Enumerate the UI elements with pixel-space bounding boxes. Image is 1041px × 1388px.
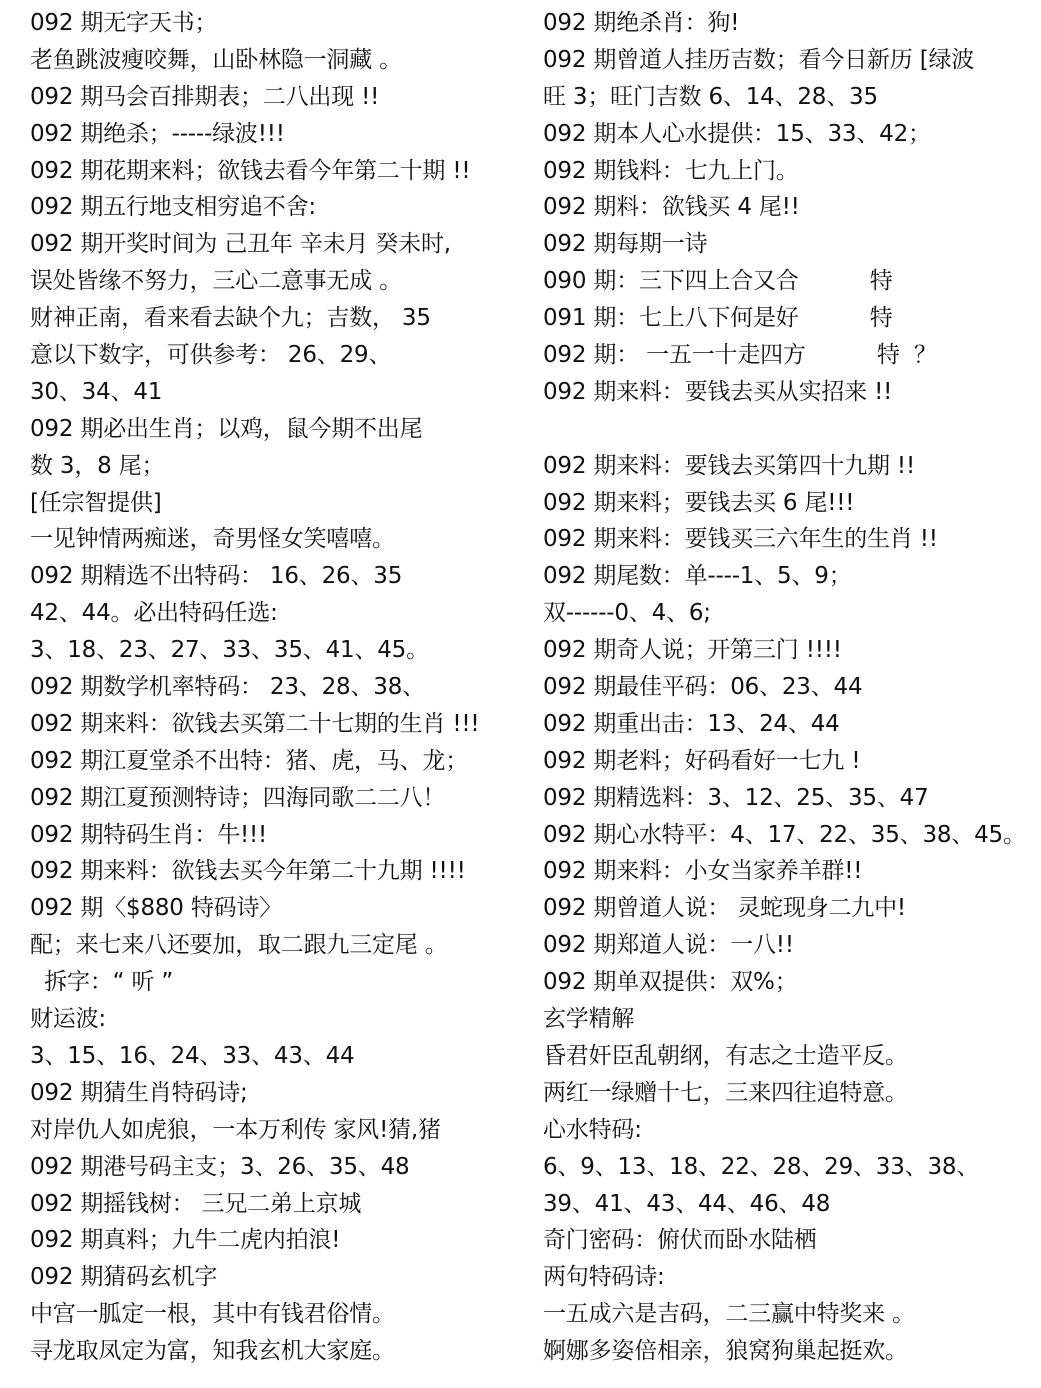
left-column-line: 3、18、23、27、33、35、41、45。: [30, 637, 429, 664]
left-column-line: 配；来七来八还要加，取二跟九三定尾 。: [30, 932, 448, 959]
left-column-line: 092 期特码生肖：牛!!!: [30, 821, 268, 848]
right-column-line: 092 期老料；好码看好一七九 !: [543, 747, 861, 774]
right-column-line: 092 期最佳平码：06、23、44: [543, 674, 863, 701]
right-column-line: 092 期心水特平：4、17、22、35、38、45。: [543, 821, 1026, 848]
left-column-line: 意以下数字，可供参考： 26、29、: [30, 342, 392, 369]
right-column-line: 092 期来料；要钱去买 6 尾!!!: [543, 489, 855, 516]
right-column-line: 心水特码:: [543, 1116, 642, 1143]
left-column-line: 092 期来料：欲钱去买今年第二十九期 !!!!: [30, 858, 466, 885]
left-column-line: 092 期精选不出特码： 16、26、35: [30, 563, 403, 590]
right-column-line: 092 期曾道人挂历吉数；看今日新历 [绿波: [543, 46, 975, 73]
right-column-line: 39、41、43、44、46、48: [543, 1190, 831, 1217]
right-column-line: 090 期：三下四上合又合 特: [543, 268, 893, 295]
right-column-line: 旺 3；旺门吉数 6、14、28、35: [543, 83, 878, 110]
left-column: [30, 5, 530, 1370]
left-column-line: 092 期马会百排期表；二八出现 !!: [30, 83, 380, 110]
right-column: [543, 5, 1035, 1370]
right-column-line: 092 期郑道人说：一八!!: [543, 932, 794, 959]
right-column-line: 玄学精解: [543, 1006, 635, 1033]
right-column-line: 092 期曾道人说： 灵蛇现身二九中!: [543, 895, 906, 922]
left-column-line: 拆字：“ 听 ”: [30, 969, 174, 996]
right-column-line: 6、9、13、18、22、28、29、33、38、: [543, 1153, 980, 1180]
left-column-line: 误处皆缘不努力，三心二意事无成 。: [30, 268, 402, 295]
left-column-line: 092 期必出生肖；以鸡，鼠今期不出尾: [30, 415, 423, 442]
right-column-line: 两句特码诗:: [543, 1264, 665, 1291]
right-column-line: 092 期精选料：3、12、25、35、47: [543, 784, 929, 811]
left-column-line: 092 期港号码主支；3、26、35、48: [30, 1153, 410, 1180]
right-column-line: 昏君奸臣乱朝纲，有志之士造平反。: [543, 1042, 908, 1069]
left-column-line: 中宫一胍定一根，其中有钱君俗情。: [30, 1301, 395, 1328]
right-column-line: 092 期绝杀肖：狗!: [543, 10, 740, 36]
left-column-line: 一见钟情两痴迷，奇男怪女笑嘻嘻。: [30, 526, 395, 553]
left-column-line: 对岸仇人如虎狼，一本万利传 家风!猜,猪: [30, 1116, 441, 1143]
left-column-line: [任宗智提供]: [30, 489, 162, 516]
right-column-line: 092 期本人心水提供：15、33、42；: [543, 120, 931, 147]
left-column-line: 3、15、16、24、33、43、44: [30, 1042, 355, 1069]
right-column-line: 091 期：七上八下何是好 特: [543, 305, 893, 332]
right-column-line: 双------0、4、6;: [543, 600, 711, 627]
right-column-line: 092 期来料：小女当家养羊群!!: [543, 858, 863, 885]
right-column-line: [543, 411, 1035, 448]
left-column-line: 092 期绝杀；-----绿波!!!: [30, 120, 285, 147]
right-column-line: 092 期来料：要钱去买从实招来 !!: [543, 378, 893, 405]
right-column-line: 092 期单双提供：双%；: [543, 969, 798, 996]
left-column-line: 30、34、41: [30, 378, 163, 405]
left-column-line: 092 期江夏预测特诗；四海同歌二二八！: [30, 784, 446, 811]
right-column-line: 092 期： 一五一十走四方 特 ？: [543, 342, 937, 369]
right-column-line: 092 期尾数：单----1、5、9；: [543, 563, 852, 590]
left-column-line: 42、44。必出特码任选:: [30, 600, 278, 627]
left-column-line: 092 期开奖时间为 己丑年 辛未月 癸未时,: [30, 231, 451, 258]
right-column-line: 092 期来料：要钱买三六年生的生肖 !!: [543, 526, 938, 553]
left-column-line: 财运波:: [30, 1006, 106, 1033]
left-column-line: 092 期数学机率特码： 23、28、38、: [30, 674, 425, 701]
left-column-line: 092 期无字天书；: [30, 10, 218, 36]
left-column-line: 财神正南，看来看去缺个九；吉数， 35: [30, 305, 431, 332]
left-column-line: 092 期〈$880 特码诗〉: [30, 895, 283, 922]
left-column-line: 寻龙取凤定为富，知我玄机大家庭。: [30, 1338, 395, 1365]
right-column-line: 婀娜多姿倍相亲，狼窝狗巢起挺欢。: [543, 1338, 908, 1365]
left-column-line: 092 期来料：欲钱去买第二十七期的生肖 !!!: [30, 710, 480, 737]
left-column-line: 092 期江夏堂杀不出特：猪、虎，马、龙；: [30, 747, 469, 774]
left-column-line: 092 期真料；九牛二虎内拍浪!: [30, 1227, 341, 1254]
right-column-line: 092 期料：欲钱买 4 尾!!: [543, 194, 800, 221]
right-column-line: 092 期奇人说；开第三门 !!!!: [543, 637, 842, 664]
left-column-line: 092 期猜码玄机字: [30, 1264, 218, 1291]
right-column-line: 092 期每期一诗: [543, 231, 708, 258]
right-column-line: 两红一绿赠十七，三来四往追特意。: [543, 1079, 908, 1106]
left-column-line: 092 期花期来料；欲钱去看今年第二十期 !!: [30, 157, 471, 184]
right-column-line: 奇门密码：俯伏而卧水陆栖: [543, 1227, 817, 1254]
left-column-line: 092 期摇钱树： 三兄二弟上京城: [30, 1190, 362, 1217]
right-column-line: 一五成六是吉码，二三赢中特奖来 。: [543, 1301, 915, 1328]
left-column-line: 092 期猜生肖特码诗;: [30, 1079, 248, 1106]
right-column-line: 092 期钱料：七九上门。: [543, 157, 799, 184]
left-column-line: 数 3，8 尾；: [30, 452, 165, 479]
left-column-line: 老鱼跳波瘦咬舞，山卧林隐一洞藏 。: [30, 46, 402, 73]
right-column-line: 092 期来料：要钱去买第四十九期 !!: [543, 452, 915, 479]
right-column-line: 092 期重出击：13、24、44: [543, 710, 840, 737]
left-column-line: 092 期五行地支相穷追不舍:: [30, 194, 316, 221]
